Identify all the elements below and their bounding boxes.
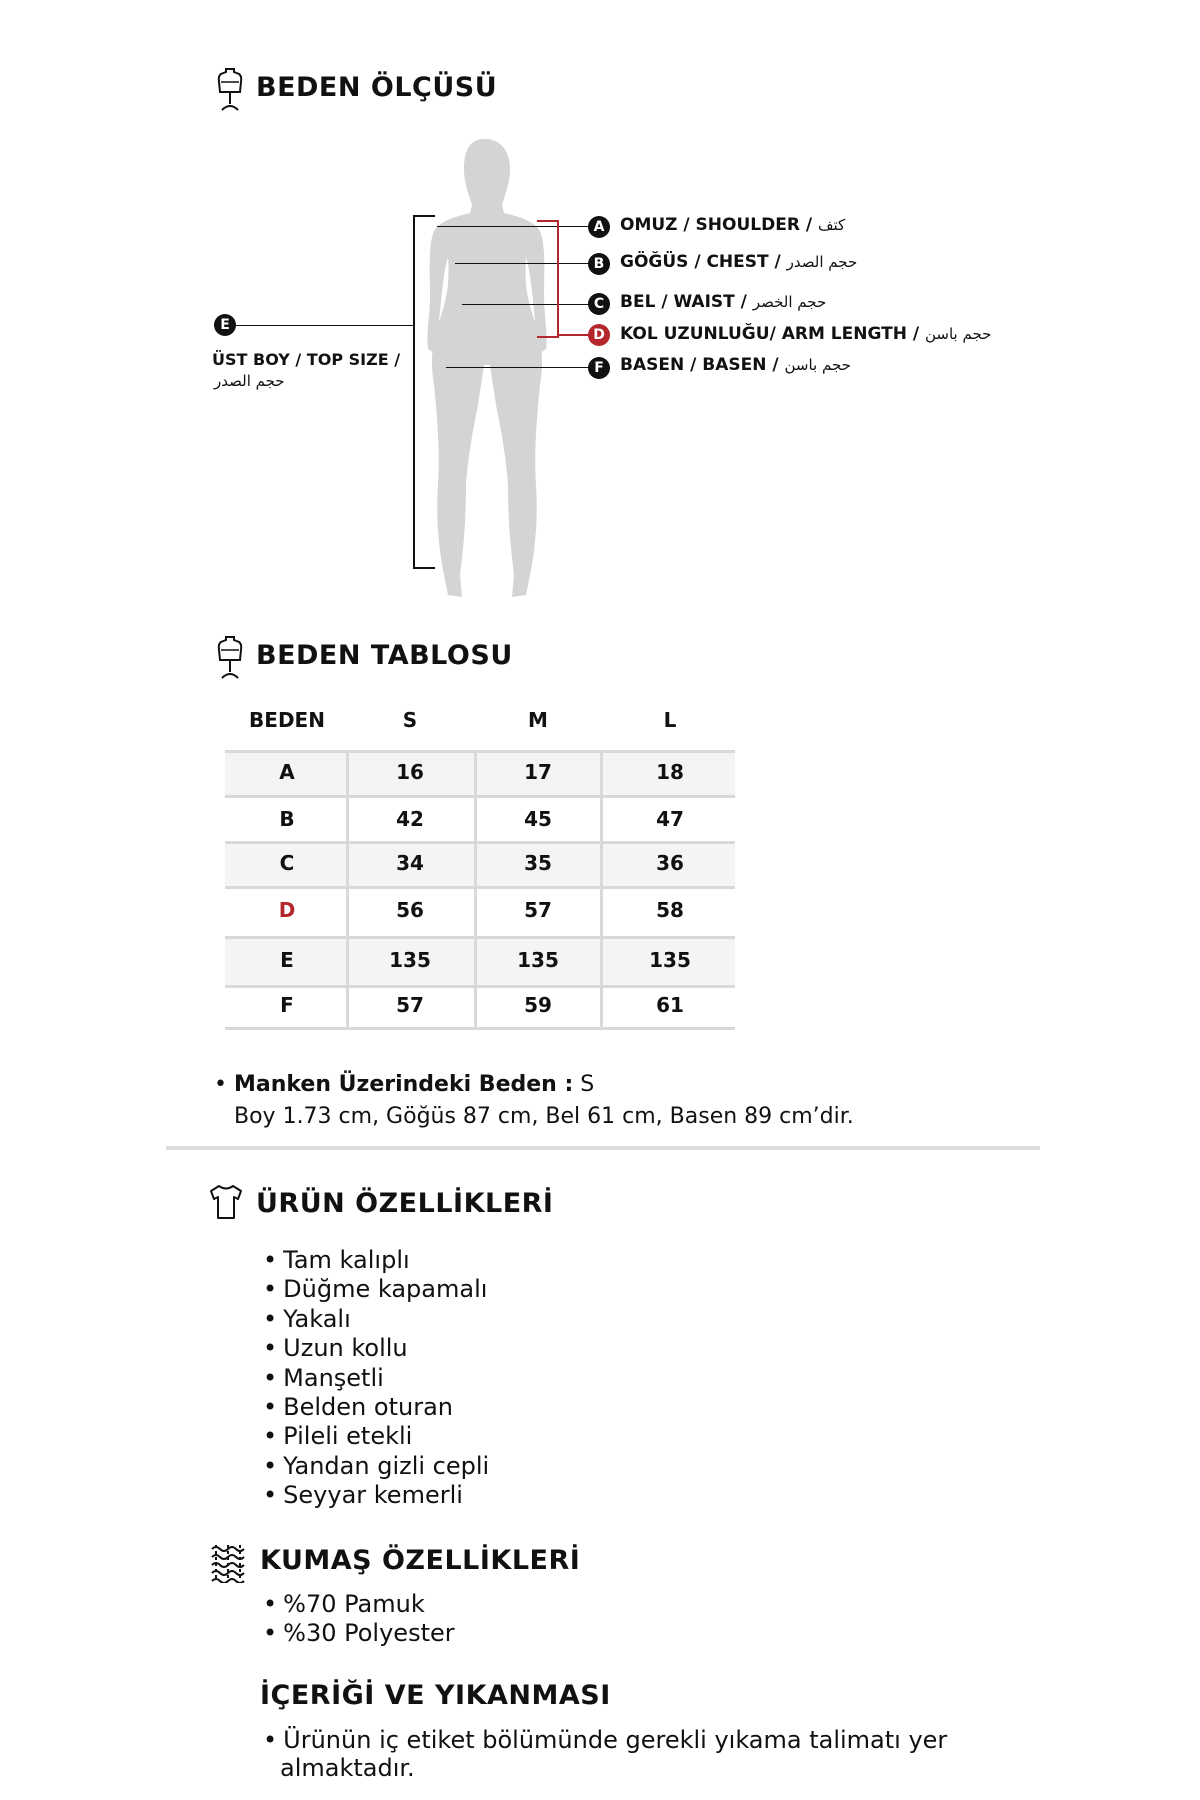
fabric-icon <box>208 1543 248 1583</box>
measurement-f-text: BASEN / BASEN / <box>620 355 779 375</box>
cell-s: 135 <box>389 948 431 972</box>
table-divider <box>225 795 735 798</box>
cell-m: 35 <box>524 851 552 875</box>
cell-l: 18 <box>656 760 684 784</box>
arm-length-bracket <box>537 220 559 338</box>
model-measurements: Boy 1.73 cm, Göğüs 87 cm, Bel 61 cm, Basen 89 cm’dir. <box>234 1104 854 1129</box>
hip-line <box>446 367 590 368</box>
table-divider <box>225 1027 735 1030</box>
top-size-bracket <box>413 215 435 569</box>
table-divider <box>225 841 735 844</box>
row-key: C <box>279 851 295 875</box>
badge-f: F <box>588 357 610 379</box>
table-col-divider <box>600 750 603 1030</box>
mannequin-icon <box>215 66 245 112</box>
table-header-m: M <box>528 708 548 732</box>
badge-e: E <box>214 314 236 336</box>
list-item: • Manşetli <box>263 1364 384 1392</box>
cell-s: 57 <box>396 993 424 1017</box>
list-item: • Seyyar kemerli <box>263 1481 463 1509</box>
care-title: İÇERİĞİ VE YIKANMASI <box>260 1680 611 1711</box>
size-guide-title: BEDEN ÖLÇÜSÜ <box>256 72 498 103</box>
table-divider <box>225 985 735 988</box>
bullet: • <box>214 1072 234 1097</box>
care-text: • Ürünün iç etiket bölümünde gerekli yıkama talimatı yer <box>263 1726 947 1754</box>
section-divider <box>166 1146 1040 1150</box>
measurement-d-arabic: حجم باسن <box>924 325 992 343</box>
measurement-b-label <box>620 252 857 272</box>
top-size-label <box>212 350 400 369</box>
fabric-features-title: KUMAŞ ÖZELLİKLERİ <box>260 1545 581 1576</box>
model-size-label: Manken Üzerindeki Beden : <box>233 1072 574 1097</box>
row-key-highlight: D <box>278 898 296 922</box>
badge-b: B <box>588 253 610 275</box>
table-col-divider <box>474 750 477 1030</box>
measurement-f-arabic: حجم باسن <box>784 356 851 374</box>
measurement-a-text: OMUZ / SHOULDER / <box>620 215 813 235</box>
mannequin-icon-2 <box>215 634 245 680</box>
list-item: • %70 Pamuk <box>263 1590 425 1618</box>
table-header-s: S <box>402 708 418 732</box>
cell-l: 58 <box>656 898 684 922</box>
arm-length-connector <box>557 334 590 336</box>
badge-d: D <box>588 324 610 346</box>
cell-s: 56 <box>396 898 424 922</box>
table-header-beden: BEDEN <box>249 708 325 732</box>
table-col-divider <box>346 750 349 1030</box>
measurement-d-label <box>620 324 991 344</box>
row-key: F <box>280 993 294 1017</box>
measurement-f-label <box>620 355 851 375</box>
cell-l: 47 <box>656 807 684 831</box>
list-item: • Yakalı <box>263 1305 351 1333</box>
list-item: • Yandan gizli cepli <box>263 1452 489 1480</box>
measurement-a-arabic: كتف <box>817 216 846 234</box>
cell-l: 61 <box>656 993 684 1017</box>
row-key: B <box>279 807 295 831</box>
list-item: • Düğme kapamalı <box>263 1275 487 1303</box>
measurement-c-arabic: حجم الخصر <box>752 293 827 311</box>
list-item: • Pileli etekli <box>263 1422 412 1450</box>
cell-l: 135 <box>649 948 691 972</box>
cell-l: 36 <box>656 851 684 875</box>
top-size-label-text: ÜST BOY / TOP SIZE / <box>212 350 401 369</box>
model-size-line <box>214 1072 594 1097</box>
table-header-l: L <box>663 708 677 732</box>
row-key: E <box>280 948 294 972</box>
top-size-leader-line <box>236 325 413 326</box>
shoulder-line <box>437 226 590 227</box>
cell-m: 59 <box>524 993 552 1017</box>
top-size-arabic <box>214 372 285 390</box>
cell-s: 16 <box>396 760 424 784</box>
product-features-title: ÜRÜN ÖZELLİKLERİ <box>256 1188 554 1219</box>
measurement-c-label <box>620 292 826 312</box>
measurement-b-arabic: حجم الصدر <box>786 253 858 271</box>
cell-m: 57 <box>524 898 552 922</box>
model-size-value: S <box>580 1072 595 1097</box>
table-divider <box>225 886 735 889</box>
measurement-a-label <box>620 215 845 235</box>
shirt-icon <box>207 1183 245 1221</box>
list-item: • Uzun kollu <box>263 1334 408 1362</box>
list-item: • %30 Polyester <box>263 1619 455 1647</box>
cell-s: 34 <box>396 851 424 875</box>
list-item: • Tam kalıplı <box>263 1246 410 1274</box>
list-item: • Belden oturan <box>263 1393 453 1421</box>
cell-m: 17 <box>524 760 552 784</box>
badge-c: C <box>588 293 610 315</box>
cell-m: 45 <box>524 807 552 831</box>
row-key: A <box>279 760 295 784</box>
badge-a: A <box>588 216 610 238</box>
table-divider <box>225 936 735 939</box>
care-text-cont: almaktadır. <box>280 1754 415 1782</box>
table-divider <box>225 750 735 753</box>
measurement-c-text: BEL / WAIST / <box>620 292 747 312</box>
cell-s: 42 <box>396 807 424 831</box>
cell-m: 135 <box>517 948 559 972</box>
top-size-arabic-text: حجم الصدر <box>214 372 285 390</box>
waist-line <box>462 304 590 305</box>
measurement-d-text: KOL UZUNLUĞU/ ARM LENGTH / <box>620 324 920 344</box>
chest-line <box>455 263 590 264</box>
size-table-title: BEDEN TABLOSU <box>256 640 513 671</box>
measurement-b-text: GÖĞÜS / CHEST / <box>620 252 781 272</box>
